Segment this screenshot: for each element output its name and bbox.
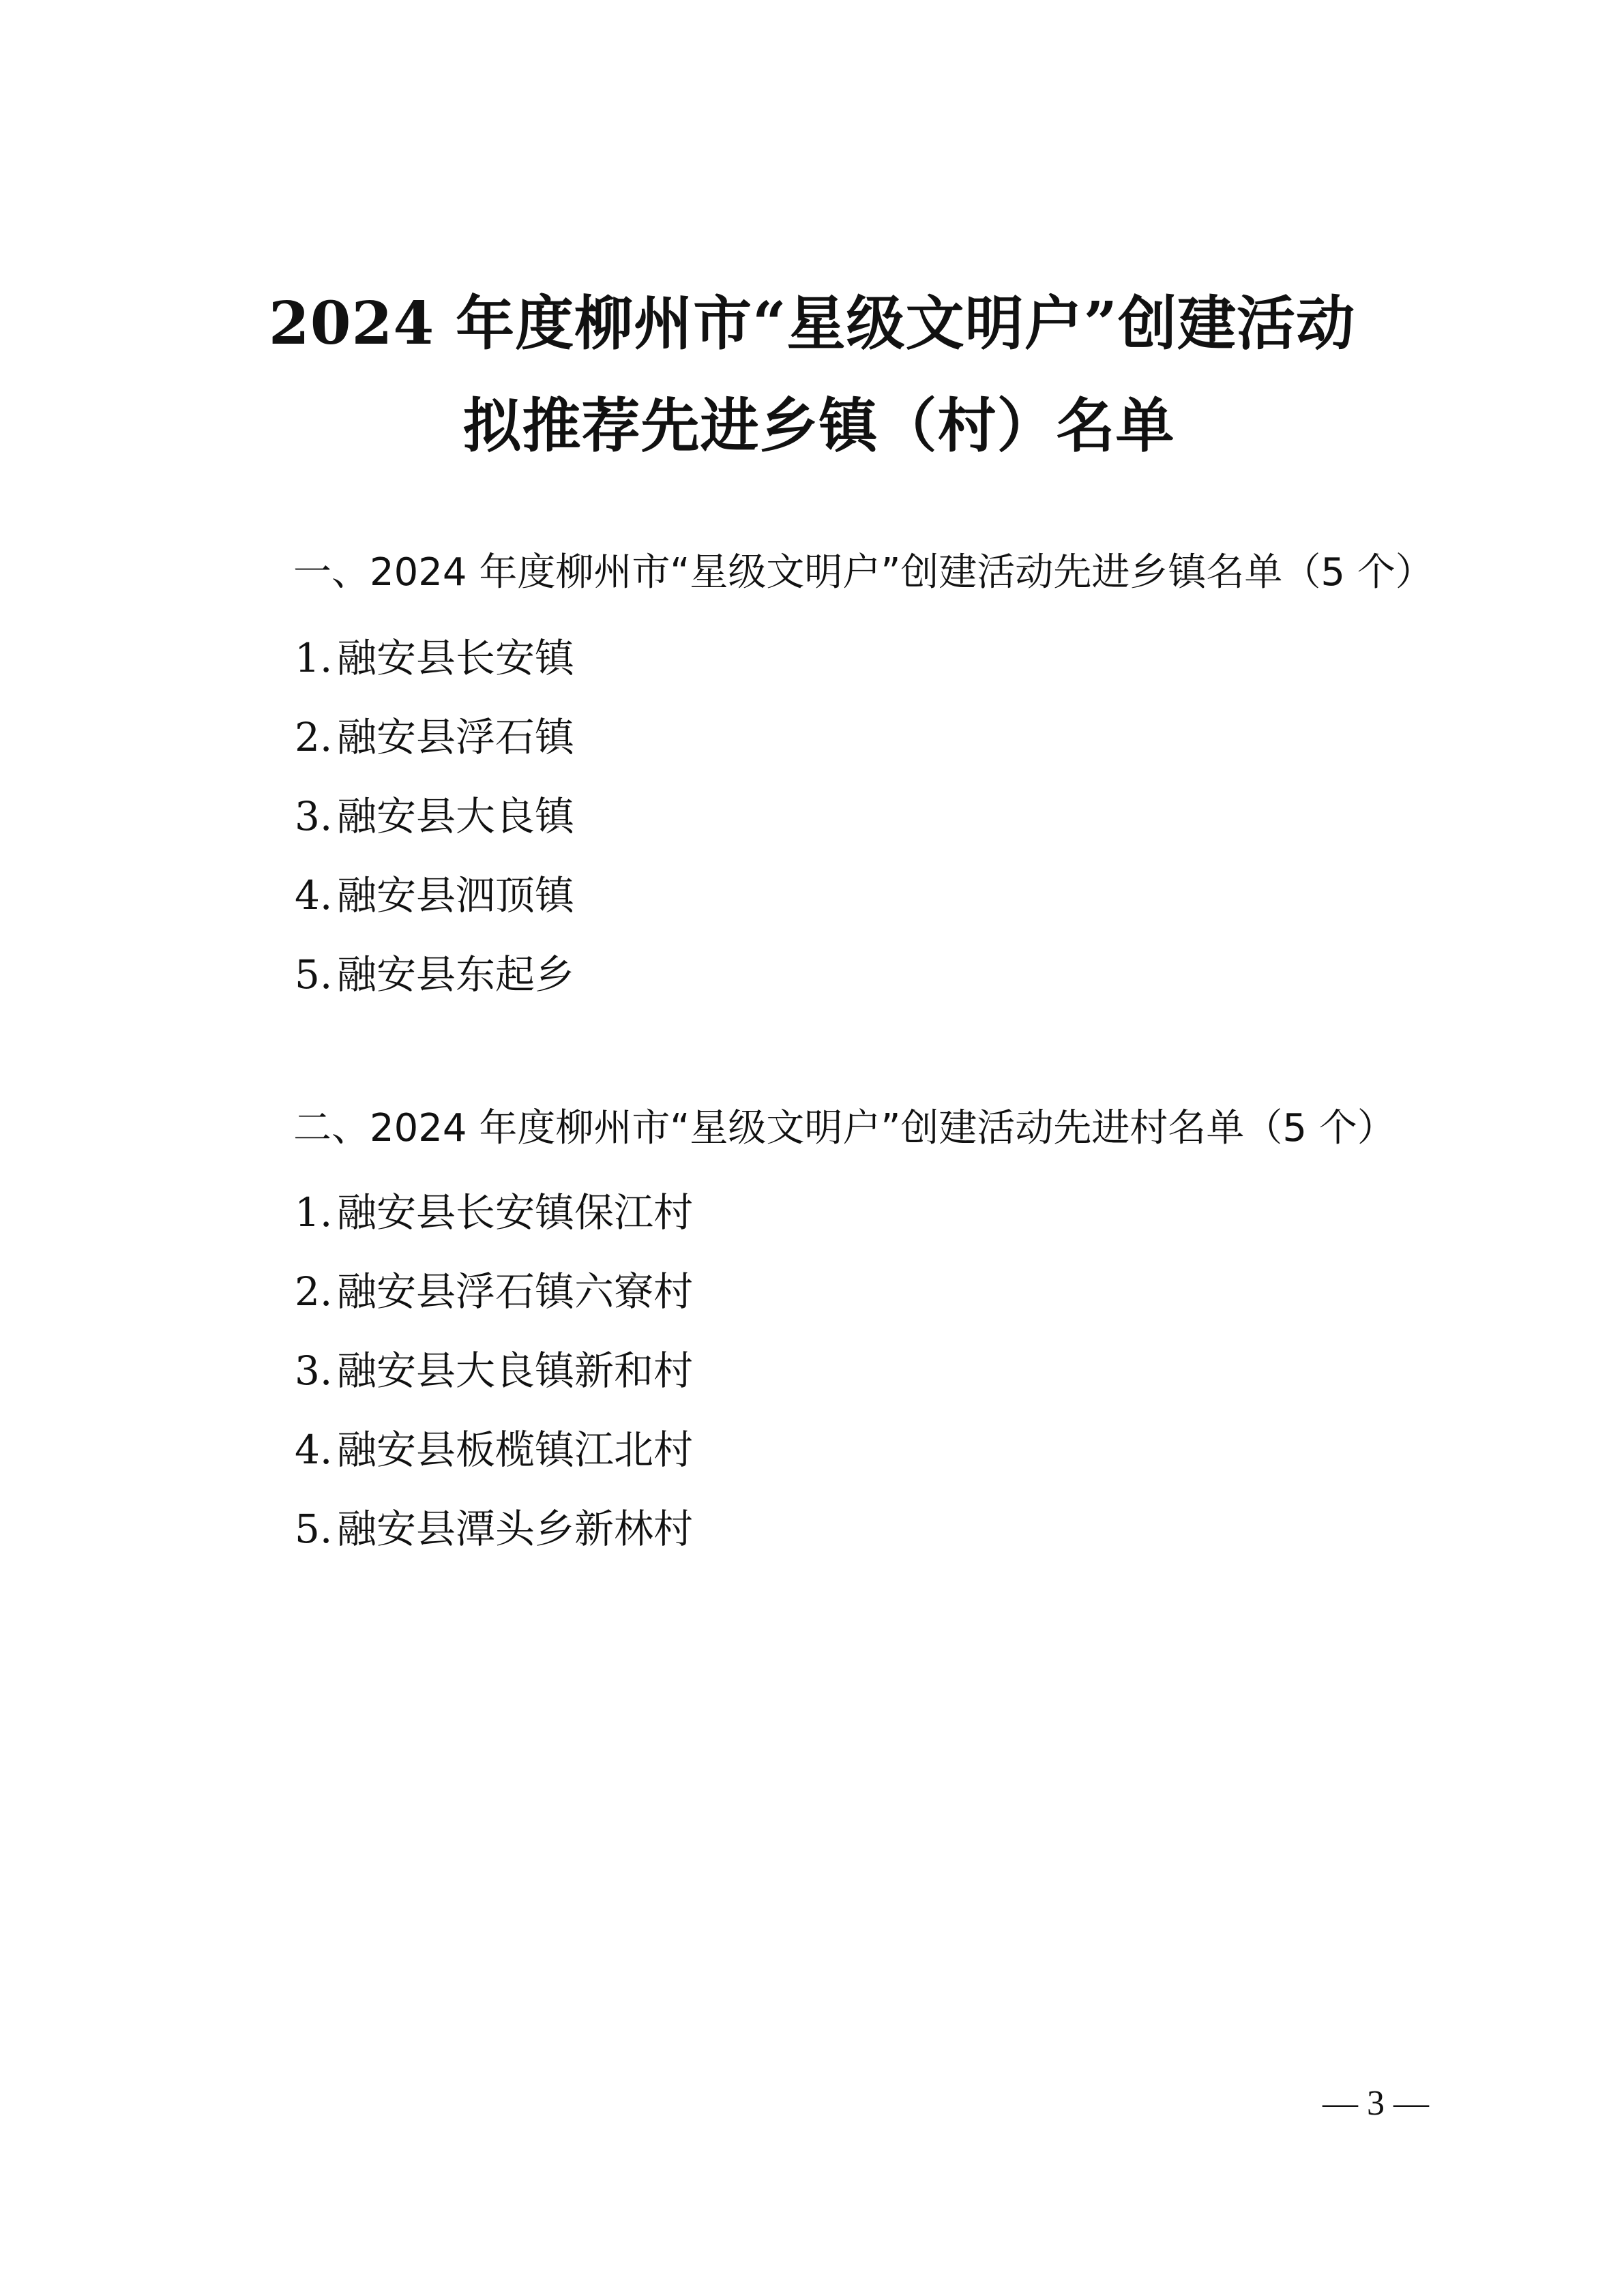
list-item	[295, 1502, 693, 1581]
list-item	[295, 1264, 693, 1343]
section-1-heading: 一、2024 年度柳州市“星级文明户”创建活动先进乡镇名单（5 个）	[293, 550, 1434, 595]
list-item-number: 5.	[295, 951, 333, 998]
list-item-number: 5.	[295, 1506, 333, 1552]
list-item	[295, 631, 574, 710]
section-1-list	[295, 631, 574, 1026]
list-item-name: 融安县浮石镇	[337, 714, 575, 760]
list-item-name: 融安县大良镇	[337, 793, 575, 839]
list-item-number: 2.	[295, 714, 333, 760]
document-title	[0, 273, 1624, 477]
list-item	[295, 1422, 693, 1502]
list-item-number: 1.	[295, 635, 333, 681]
list-item-name: 融安县潭头乡新林村	[337, 1506, 694, 1552]
list-item	[295, 710, 574, 789]
list-item-name: 融安县浮石镇六寮村	[337, 1268, 694, 1315]
section-2-list	[295, 1185, 693, 1581]
list-item	[295, 1343, 693, 1422]
list-item-number: 3.	[295, 793, 333, 839]
list-item-number: 1.	[295, 1189, 333, 1236]
list-item-name: 融安县东起乡	[337, 951, 575, 998]
list-item-number: 4.	[295, 1427, 333, 1473]
list-item	[295, 789, 574, 868]
list-item-number: 4.	[295, 872, 333, 919]
list-item-name: 融安县大良镇新和村	[337, 1347, 694, 1394]
list-item	[295, 947, 574, 1026]
list-item	[295, 1185, 693, 1264]
list-item	[295, 868, 574, 947]
list-item-name: 融安县板榄镇江北村	[337, 1427, 694, 1473]
list-item-name: 融安县长安镇保江村	[337, 1189, 694, 1236]
section-2-heading: 二、2024 年度柳州市“星级文明户”创建活动先进村名单（5 个）	[293, 1106, 1396, 1150]
list-item-number: 3.	[295, 1347, 333, 1394]
list-item-number: 2.	[295, 1268, 333, 1315]
list-item-name: 融安县泗顶镇	[337, 872, 575, 919]
page-number: — 3 —	[1323, 2084, 1429, 2123]
list-item-name: 融安县长安镇	[337, 635, 575, 681]
document-title-line-1: 2024 年度柳州市“星级文明户”创建活动	[268, 289, 1356, 358]
document-title-line-2: 拟推荐先进乡镇（村）名单	[462, 391, 1175, 460]
